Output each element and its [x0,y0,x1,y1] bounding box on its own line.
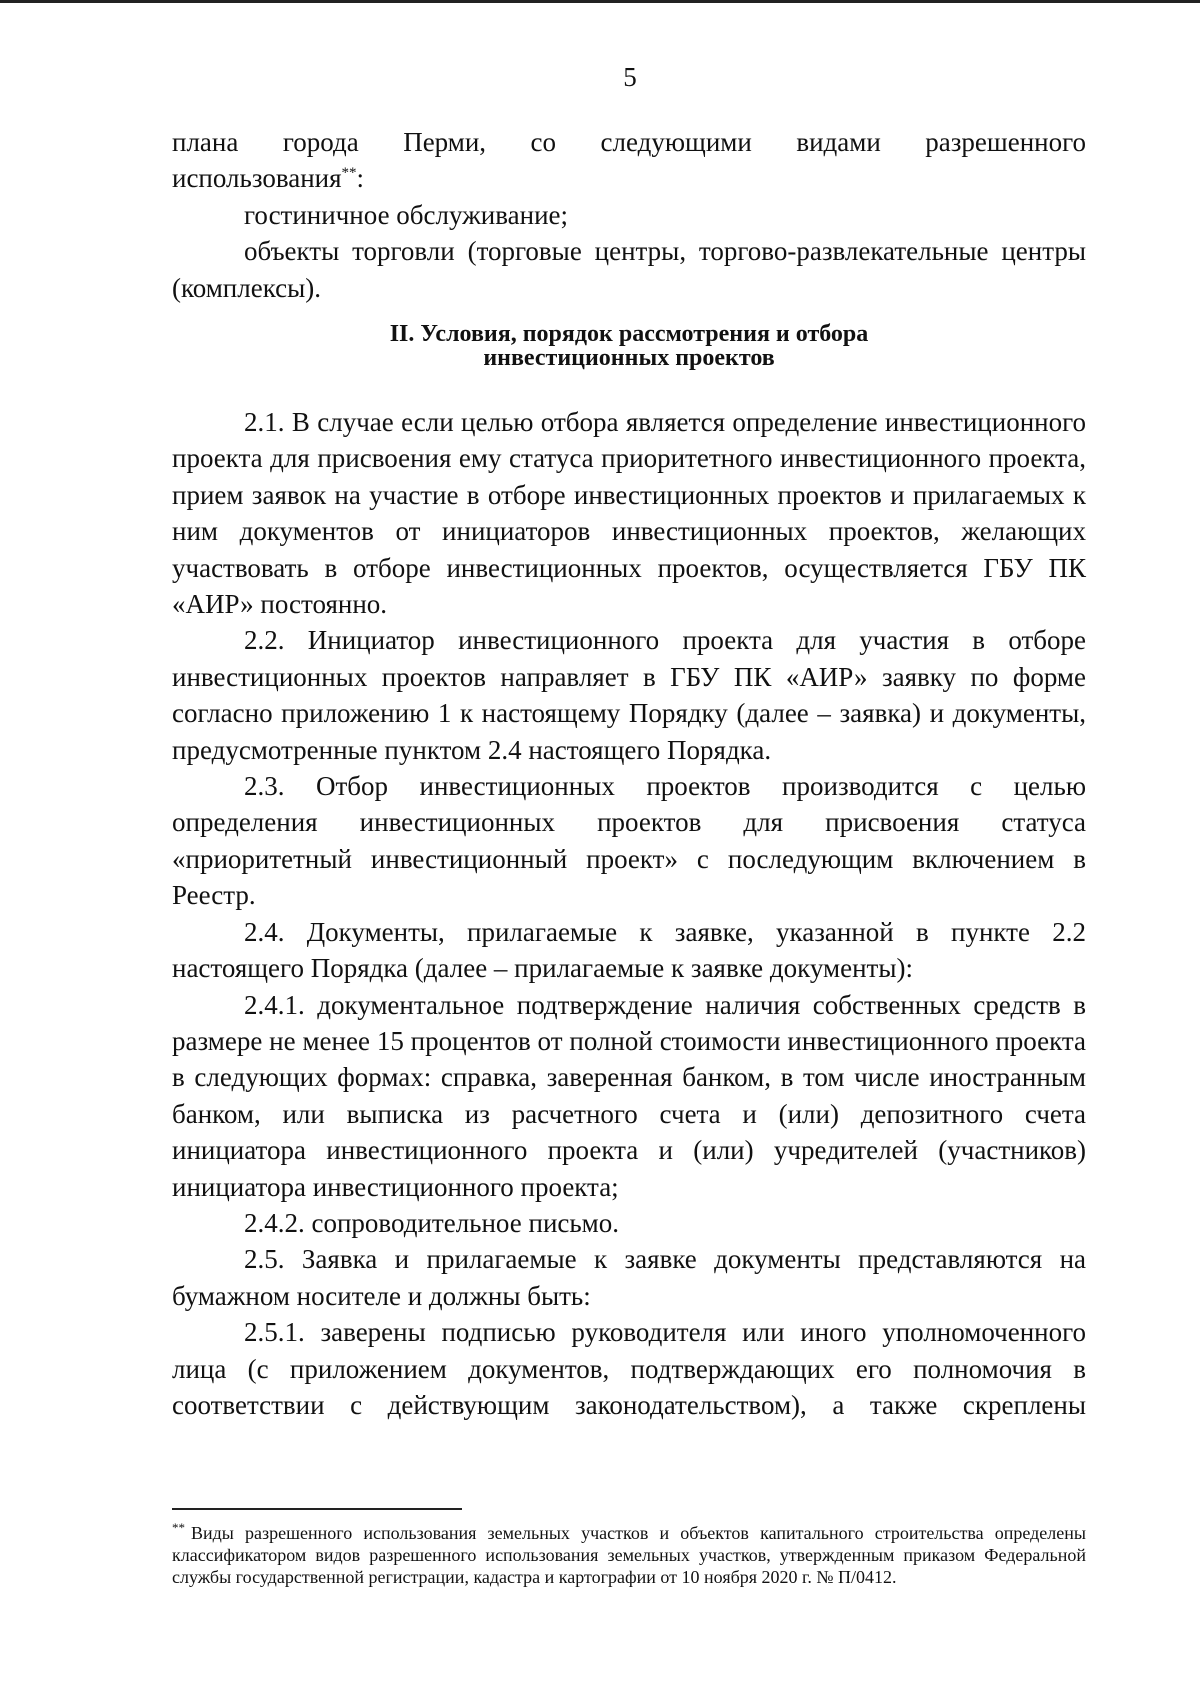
footnote-text: Виды разрешенного использования земельных участков и объектов капитального строительства определены классификатором видов разрешенного использования земельных участков, утвержденным приказом Федеральной службы государственной регистрации, кадастра и картографии от 10 ноября 2020 г. № П/0412. [172,1523,1086,1587]
section-body [172,404,1086,1423]
intro-line-2-text: использования [172,163,342,194]
paragraph-2-5-1: 2.5.1. заверены подписью руководителя или иного уполномоченного лица (с приложением документов, подтверждающих его полномочия в соответствии с действующим законодательством), а также скреплены [172,1317,1086,1420]
intro-item-1: гостиничное обслуживание; [244,199,568,230]
footnote-separator [172,1508,462,1510]
paragraph-2-4-1: 2.4.1. документальное подтверждение наличия собственных средств в размере не менее 15 процентов от полной стоимости инвестиционного проекта в следующих формах: справка, заверенная банком, в том числе иностранным банком, или выписка из расчетного счета и (или) депозитного счета инициатора инвестиционного проекта и (или) учредителей (участников) инициатора инвестиционного проекта; [172,989,1086,1202]
page-top-edge [0,0,1200,3]
section-heading-line-1: II. Условия, порядок рассмотрения и отбора [389,321,869,347]
paragraph-2-3: 2.3. Отбор инвестиционных проектов производится с целью определения инвестиционных проектов для присвоения статуса «приоритетный инвестиционный проект» с последующим включением в Реестр. [172,771,1086,911]
paragraph-2-2: 2.2. Инициатор инвестиционного проекта для участия в отборе инвестиционных проектов направляет в ГБУ ПК «АИР» заявку по форме согласно приложению 1 к настоящему Порядку (далее – заявка) и документы, предусмотренные пунктом 2.4 настоящего Порядка. [172,625,1086,765]
page-number: 5 [623,62,637,92]
paragraph-2-1: 2.1. В случае если целью отбора является определение инвестиционного проекта для присвоения ему статуса приоритетного инвестиционного проекта, прием заявок на участие в отборе инвестиционных проектов и прилагаемых к ним документов от инициаторов инвестиционных проектов, желающих участвовать в отборе инвестиционных проектов, осуществляется ГБУ ПК «АИР» постоянно. [172,407,1086,620]
footnote-mark: ** [172,1520,185,1535]
paragraph-2-4: 2.4. Документы, прилагаемые к заявке, указанной в пункте 2.2 настоящего Порядка (далее – прилагаемые к заявке документы): [172,916,1086,984]
section-heading-line-2: инвестиционных проектов [483,345,775,371]
footnote [172,1522,1086,1588]
paragraph-2-4-2: 2.4.2. сопроводительное письмо. [244,1207,620,1238]
intro-line-2 [172,160,1086,196]
intro-line-2-tail: : [356,163,365,194]
paragraph-2-5: 2.5. Заявка и прилагаемые к заявке документы представляются на бумажном носителе и должны быть: [172,1244,1086,1311]
intro-item-2: объекты торговли (торговые центры, торгово-развлекательные центры (комплексы). [172,236,1086,303]
footnote-reference: ** [341,165,357,182]
intro-line-1: плана города Перми, со следующими видами разрешенного [172,127,1086,157]
intro-block [172,124,1086,306]
section-heading [172,322,1086,370]
